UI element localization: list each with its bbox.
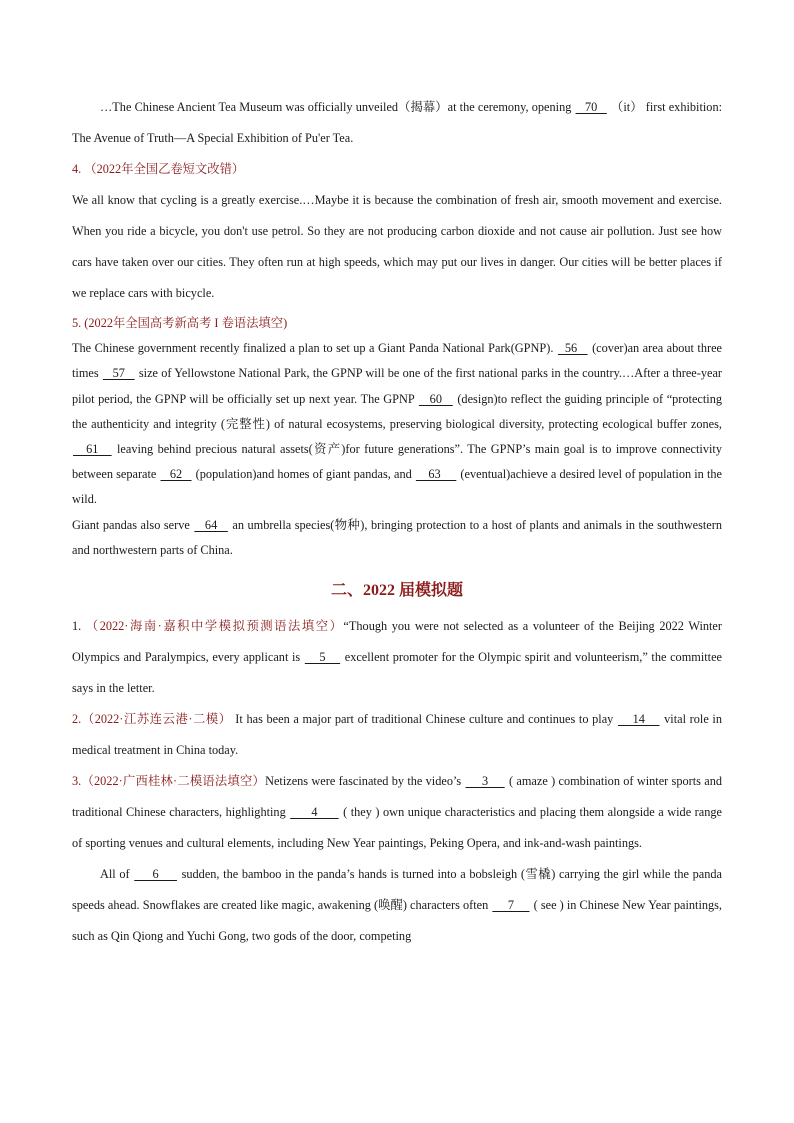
blank-70: 70	[575, 100, 607, 114]
text: Netizens were fascinated by the video’s	[265, 774, 465, 789]
document-page	[72, 92, 722, 952]
text: leaving behind precious natural assets(资产)for future generations”. The GPNP’s main goal is to improve connectivity between separate	[72, 442, 722, 482]
question-number: 2.	[72, 712, 82, 727]
text: sudden, the bamboo in the panda’s hands is turned into a bobsleigh (雪橇) carrying the girl while the panda speeds ahead. Snowflakes are created like magic, awakening (唤醒) characters often	[72, 867, 723, 913]
text: vital role in medical treatment in China today.	[72, 712, 722, 758]
blank-60: 60	[418, 391, 453, 406]
text: ( see ) in Chinese New Year paintings, such as Qin Qiong and Yuchi Gong, two gods of the door, competing	[72, 898, 723, 944]
blank-14: 14	[617, 712, 660, 727]
blank-61: 61	[73, 442, 112, 457]
blank-62: 62	[160, 467, 192, 482]
blank-63: 63	[415, 467, 457, 482]
question-5-text	[72, 336, 722, 512]
question-4-text: We all know that cycling is a greatly exercise.…Maybe it is because the combination of fresh air, smooth movement and exercise. When you ride a bicycle, you don't use petrol. So they are not producing carbon dioxide and not cause air pollution. Just see how cars have taken over our cities. They often run at high speeds, which may put our lives in danger. Our cities will be better places if we replace cars with bicycle.	[72, 193, 722, 300]
blank-4: 4	[290, 805, 339, 820]
text: (cover)an area about three times	[72, 341, 723, 381]
text: (eventual)achieve a desired level of population in the wild.	[72, 467, 722, 507]
question-number: 3.	[72, 774, 82, 789]
text: (design)to reflect the guiding principle of “protecting the authenticity and integrity (完整性) of natural ecosystems, preserving biological diversity, protecting ecological buffer zones,	[72, 391, 723, 431]
text: All of	[100, 867, 134, 882]
question-source: （2022·海南·嘉积中学模拟预测语法填空）	[85, 619, 344, 634]
mock-question-3	[72, 766, 722, 859]
mock-question-3-cont	[72, 859, 722, 952]
blank-3: 3	[465, 774, 505, 789]
text: The Chinese government recently finalized a plan to set up a Giant Panda National Park(GPNP).	[72, 341, 557, 356]
question-number: 1.	[72, 619, 86, 634]
text: …The Chinese Ancient Tea Museum was officially unveiled（揭幕）at the ceremony, opening	[100, 100, 575, 114]
text: ( amaze ) combination of winter sports and traditional Chinese characters, highlighting	[72, 774, 722, 820]
mock-question-2	[72, 704, 722, 766]
text: Giant pandas also serve	[72, 517, 194, 532]
blank-64: 64	[194, 517, 228, 532]
blank-56: 56	[557, 341, 588, 356]
text: It has been a major part of traditional Chinese culture and continues to play	[231, 712, 617, 727]
text: size of Yellowstone National Park, the GPNP will be one of the first national parks in the country.…After a three-year pilot period, the GPNP will be officially set up next year. The GPNP	[72, 366, 723, 406]
text: ( they ) own unique characteristics and placing them alongside a wide range of sporting venues and cultural elements, including New Year paintings, Peking Opera, and ink-and-wash paintings.	[72, 805, 722, 851]
section-title: 二、2022 届模拟题	[330, 582, 463, 600]
mock-question-1	[72, 611, 722, 704]
text: （it） first exhibition: The Avenue of Truth—A Special Exhibition of Pu'er Tea.	[72, 100, 723, 145]
paragraph-q70	[72, 92, 722, 154]
blank-5: 5	[304, 650, 341, 665]
question-source: （2022·江苏连云港·二模）	[81, 712, 232, 727]
text: excellent promoter for the Olympic spirit and volunteerism,” the committee says in the letter.	[72, 650, 722, 696]
text: (population)and homes of giant pandas, and	[192, 467, 415, 482]
blank-7: 7	[492, 898, 530, 913]
text: an umbrella species(物种), bringing protection to a host of plants and animals in the southwestern and northwestern parts of China.	[72, 517, 722, 557]
question-source: （2022·广西桂林·二模语法填空）	[81, 774, 266, 789]
blank-6: 6	[134, 867, 177, 882]
text: “Though you were not selected as a volunteer of the Beijing 2022 Winter Olympics and Paralympics, every applicant is	[72, 619, 722, 665]
question-5-heading: 5. (2022年全国高考新高考 I 卷语法填空)	[72, 316, 288, 330]
blank-57: 57	[102, 366, 135, 381]
question-4-heading: 4. （2022年全国乙卷短文改错）	[72, 162, 245, 176]
question-5-text-cont	[72, 513, 722, 563]
